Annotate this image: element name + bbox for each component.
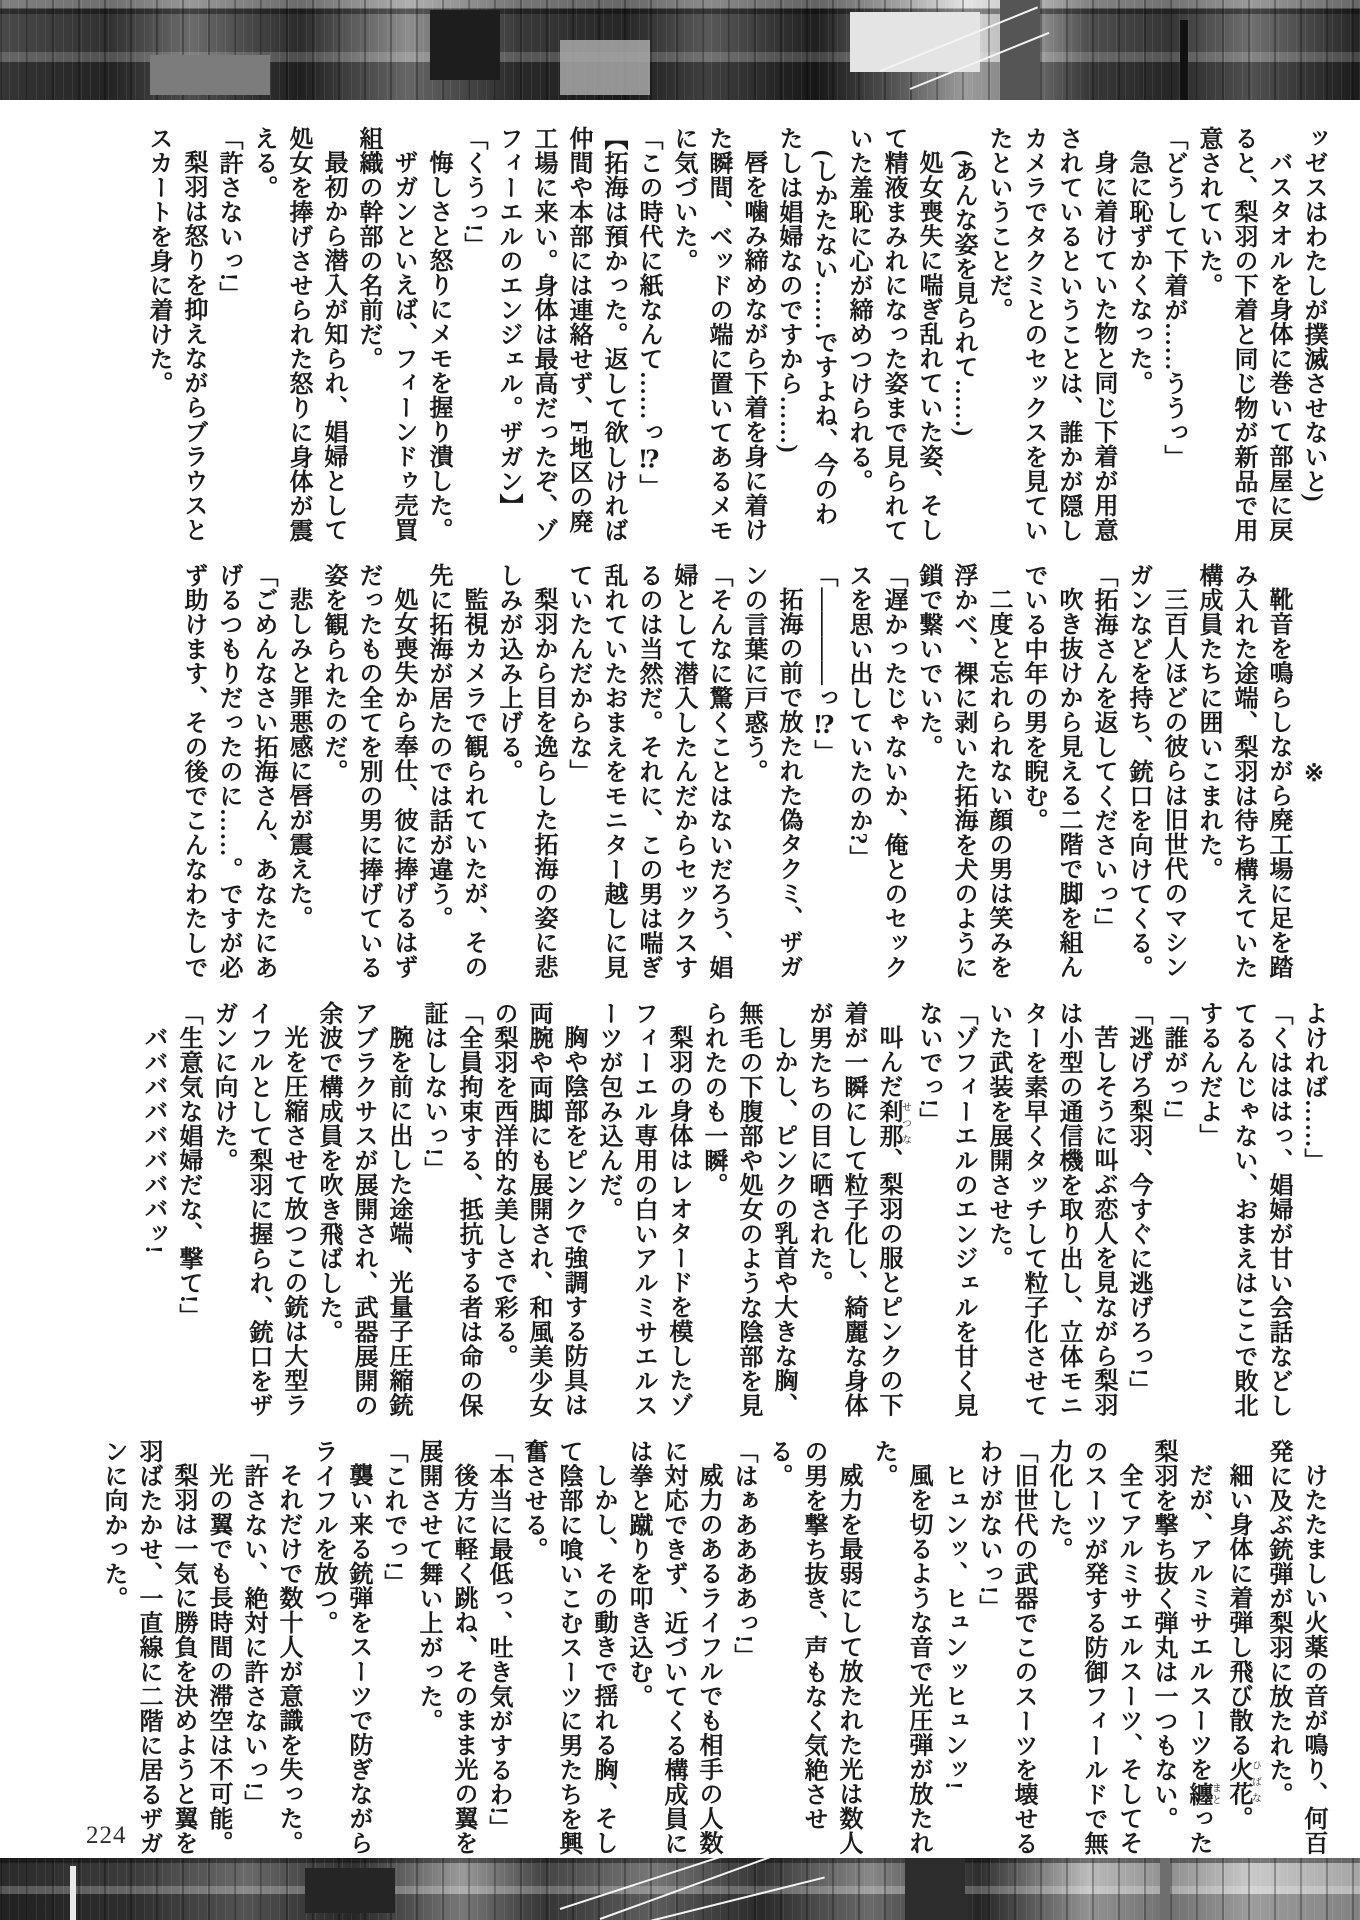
paragraph: 「全員拘束する、抵抗する者は命の保証はしないっ!」: [420, 1001, 481, 1418]
paragraph: 「遅かったじゃないか、俺とのセックスを思い出していたのか?」: [845, 563, 906, 980]
paragraph: バスタオルを身体に巻いて部屋に戻ると、梨羽の下着と同じ物が新品で用意されていた。: [1195, 126, 1291, 543]
paragraph: 「旧世代の武器でこのスーツを壊せるわけがないっ!」: [975, 1439, 1036, 1856]
paragraph: 拓海の前で放たれた偽タクミ、ザガンの言葉に戸惑う。: [740, 563, 801, 979]
text-band-3: [56, 1001, 1330, 1421]
paragraph: 「どうして下着が……ううっ」: [1160, 126, 1186, 469]
paragraph: 「逃げろ梨羽、今すぐに逃げろっ!」: [1125, 1001, 1151, 1402]
header-collage-block: [1180, 20, 1188, 100]
header-collage-block: [150, 55, 270, 95]
paragraph: 細い身体に着弾し飛び散る火花ひばな。: [1225, 1463, 1261, 1831]
paragraph: 唇を噛み締めながら下着を身に着けた瞬間、ベッドの端に置いてあるメモに気づいた。: [670, 126, 766, 543]
header-collage-block: [560, 40, 650, 95]
paragraph: 監視カメラで観られていたが、その先に拓海が居たのでは話が違う。: [425, 563, 486, 979]
paragraph: 「許さないっ!」: [215, 126, 241, 306]
paragraph: 光の翼でも長時間の滞空は不可能。: [205, 1463, 231, 1855]
paragraph: 胸や陰部をピンクで強調する防具は両腕や両脚にも展開され、和風美少女の梨羽を西洋的な美しさで彩る。: [490, 1001, 586, 1418]
paragraph: 「――――っ⁉」: [810, 563, 836, 764]
paragraph: 「この時代に紙なんて……っ⁉」: [635, 126, 661, 499]
section-divider: ※: [1300, 758, 1326, 788]
paragraph: 光を圧縮させて放つこの銃は大型ライフルとして梨羽に握られ、銃口をザガンに向けた。: [210, 1001, 306, 1418]
paragraph: 「本当に最低っ、吐き気がするわ!」: [485, 1439, 511, 1840]
text-band-1: [56, 126, 1330, 546]
paragraph: 悔しさと怒りにメモを握り潰した。: [425, 150, 451, 542]
paragraph: 威力のあるライフルでも相手の人数に対応できず、近づいてくる構成員には拳と蹴りを叩き込む。: [625, 1439, 721, 1856]
paragraph: だが、アルミサエルスーツを纏まとった梨羽を撃ち抜く弾丸は一つもない。: [1150, 1439, 1221, 1855]
paragraph: ヒュンッ、ヒュンッヒュンッ!: [940, 1463, 966, 1790]
paragraph: 「拓海さんを返してくださいっ!」: [1090, 563, 1116, 939]
paragraph: 「くはははっ、娼婦が甘い会話などしてるんじゃない、おまえはここで敗北するんだよ」: [1195, 1001, 1291, 1418]
text-band-2: [56, 563, 1330, 983]
page-number: 224: [86, 1822, 127, 1849]
paragraph: 風を切るような音で光圧弾が放たれた。: [870, 1439, 931, 1855]
paragraph: しかし、ピンクの乳首や大きな胸、無毛の下腹部や処女のような陰部を見られたのも一瞬。: [700, 1001, 796, 1418]
paragraph: ッゼスはわたしが撲滅させないと): [1300, 126, 1326, 502]
paragraph: 二度と忘れられない顔の男は笑みを浮かべ、裸に剥いた拓海を犬のように鎖で繋いでいた。: [915, 563, 1011, 980]
paragraph: 「これでっ!」: [380, 1439, 406, 1595]
paragraph: 「許さない、絶対に許さないっ!」: [240, 1439, 266, 1815]
paragraph: 腕を前に出した途端、光量子圧縮銃アブラクサスが展開され、武器展開の余波で構成員を吹き飛ばした。: [315, 1001, 411, 1418]
paragraph: 処女喪失に喘ぎ乱れていた姿、そして精液まみれになった姿まで見られていた羞恥に心が締めつけられる。: [845, 126, 941, 543]
text-band-4: [56, 1439, 1330, 1859]
paragraph: 苦しそうに叫ぶ恋人を見ながら梨羽は小型の通信機を取り出し、立体モニターを素早くタッチして粒子化させていた武装を展開させた。: [985, 1001, 1116, 1418]
paragraph: 全てアルミサエルスーツ、そしてそのスーツが発する防御フィールドで無力化した。: [1045, 1439, 1141, 1856]
paragraph: 「そんなに驚くことはないだろう、娼婦として潜入したんだからセックスするのは当然だ。それに、この男は喘ぎ乱れていたおまえをモニター越しに見ていたんだからな」: [565, 563, 731, 980]
paragraph: 悲しみと罪悪感に唇が震えた。: [285, 587, 311, 930]
paragraph: 梨羽は怒りを抑えながらブラウスとスカートを身に着けた。: [145, 126, 206, 542]
paragraph: 急に恥ずかくなった。: [1125, 150, 1151, 395]
paragraph: よければ……」: [1300, 1001, 1326, 1173]
paragraph: (あんな姿を見られて……): [950, 150, 976, 437]
paragraph: 「誰がっ!」: [1160, 1001, 1186, 1132]
paragraph: ザガンといえば、フィーンドゥ売買組織の幹部の名前だ。: [355, 126, 416, 542]
paragraph: 靴音を鳴らしながら廃工場に足を踏み入れた途端、梨羽は待ち構えていた構成員たちに囲いこまれた。: [1195, 563, 1291, 980]
paragraph: ババババババババッ!: [140, 1025, 166, 1254]
paragraph: 「ゾフィーエルのエンジェルを甘く見ないでっ!」: [915, 1001, 976, 1418]
footer-collage-block: [1160, 1858, 1170, 1920]
paragraph: 「くうっ!」: [460, 126, 486, 257]
footer-collage-block: [70, 1866, 76, 1920]
header-artwork: [0, 0, 1360, 100]
paragraph: 「生意気な娼婦だな、撃て!」: [175, 1001, 201, 1328]
paragraph: 処女喪失から奉仕、彼に捧げるはずだったもの全てを別の男に捧げている姿を観られたのだ。: [320, 563, 416, 980]
paragraph: 吹き抜けから見える二階で脚を組んでいる中年の男を睨む。: [1020, 563, 1081, 979]
footer-artwork: [0, 1858, 1360, 1920]
paragraph: 威力を最弱にして放たれた光は数人の男を撃ち抜き、声もなく気絶させる。: [765, 1439, 861, 1855]
paragraph: 【拓海は預かった。返して欲しければ仲間や本部には連絡せず、F地区の廃工場に来い。身体は最高だったぞ、ゾフィーエルのエンジェル。ザガン】: [495, 126, 626, 543]
paragraph: 身に着けていた物と同じ下着が用意されているということは、誰かが隠しカメラでタクミとのセックスを見ていたということだ。: [985, 126, 1116, 543]
paragraph: (しかたない……ですよね、今のわたしは娼婦なのですから……): [775, 126, 836, 526]
header-collage-block: [430, 10, 500, 80]
paragraph: 梨羽は一気に勝負を決めようと翼を羽ばたかせ、一直線に二階に居るザガンに向かった。: [100, 1439, 196, 1856]
footer-collage-block: [905, 1858, 965, 1920]
paragraph: 「はぁああああっ!」: [730, 1439, 756, 1668]
paragraph: それだけで数十人が意識を失った。: [275, 1463, 301, 1855]
paragraph: 「ごめんなさい拓海さん、あなたにあげるつもりだったのに……。ですが必ず助けます、その後でこんなわたしで: [180, 563, 276, 980]
paragraph: 最初から潜入が知られ、娼婦として処女を捧げさせられた怒りに身体が震える。: [250, 126, 346, 543]
footer-collage-block: [305, 1868, 395, 1913]
paragraph: 梨羽から目を逸らした拓海の姿に悲しみが込み上げる。: [495, 563, 556, 979]
paragraph: 後方に軽く跳ね、そのまま光の翼を展開させて舞い上がった。: [415, 1439, 476, 1855]
paragraph: 梨羽の身体はレオタードを模したゾフィーエル専用の白いアルミサエルスーツが包み込んだ。: [595, 1001, 691, 1418]
header-collage-block: [850, 12, 980, 72]
paragraph: 襲い来る銃弾をスーツで防ぎながらライフルを放つ。: [310, 1439, 371, 1855]
paragraph: しかし、その動きで揺れる胸、そして陰部に喰いこむスーツに男たちを興奮させる。: [520, 1439, 616, 1856]
paragraph: 三百人ほどの彼らは旧世代のマシンガンなどを持ち、銃口を向けてくる。: [1125, 563, 1186, 980]
paragraph: 叫んだ刹那せつな、梨羽の服とピンクの下着が一瞬にして粒子化し、綺麗な身体が男たちの目に晒された。: [805, 1001, 911, 1418]
paragraph: けたたましい火薬の音が鳴り、何百発に及ぶ銃弾が梨羽に放たれた。: [1265, 1439, 1326, 1855]
